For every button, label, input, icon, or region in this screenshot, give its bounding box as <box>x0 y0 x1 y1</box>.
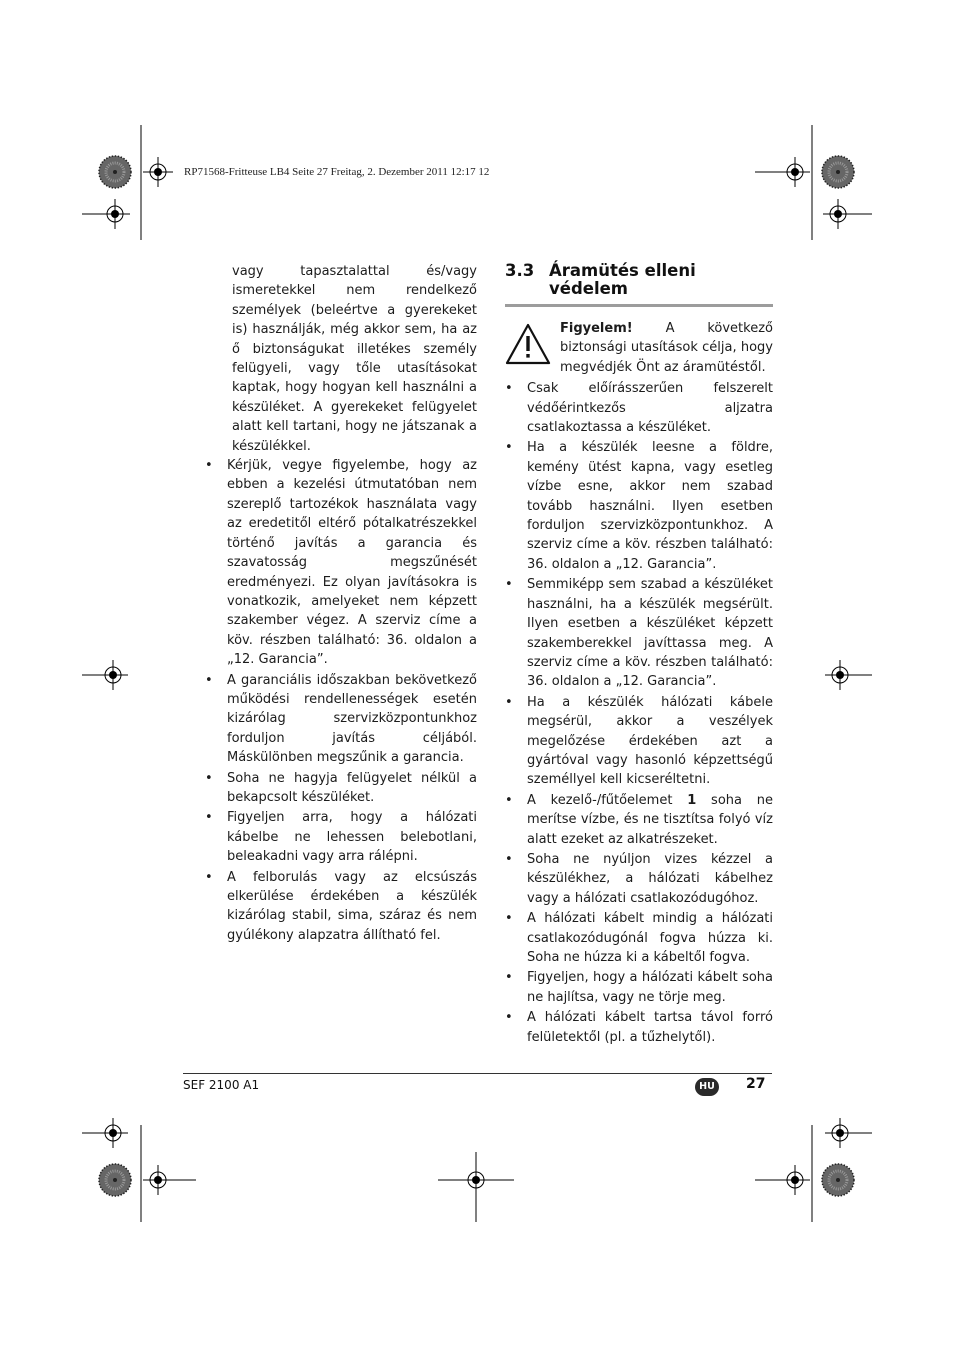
list-item: • A hálózati kábelt tartsa távol forró felületektől (pl. a tűzhelytől). <box>505 1008 773 1047</box>
list-item: • Figyeljen, hogy a hálózati kábelt soha ne hajlítsa, vagy ne törje meg. <box>505 968 773 1007</box>
language-badge: HU <box>695 1078 719 1096</box>
print-header: RP71568-Fritteuse LB4 Seite 27 Freitag, 2. Dezember 2011 12:17 12 <box>184 166 490 178</box>
list-item: • A hálózati kábelt mindig a hálózati csatlakozódugónál fogva húzza ki. Soha ne húzza ki a kábeltől fogva. <box>505 909 773 967</box>
section-title: Áramütés elleni védelem <box>549 261 696 298</box>
intro-paragraph: vagy tapasztalattal és/vagy ismeretekkel nem rendelkező személyek (beleértve a gyerekeket is) használják, még akkor sem, ha az ő biztonságukat illetékes személy felügyeli, vagy tőle utasításokat kaptak, hogy hogyan kell használni a készüléket. A gyerekeket felügyelet alatt kell tartani, hogy ne játszanak a készülékkel. <box>232 264 477 454</box>
warning-block <box>505 319 773 377</box>
crop-mark-top-right <box>755 125 872 240</box>
page-number: 27 <box>746 1076 766 1092</box>
left-column <box>205 262 477 946</box>
section-number: 3.3 <box>505 261 535 280</box>
section-divider <box>505 304 773 307</box>
list-item <box>505 791 773 849</box>
list-item-text: A kezelő-/fűtőelemet <box>527 792 688 808</box>
list-item: • Kérjük, vegye figyelembe, hogy az ebben a kezelési útmutatóban nem szereplő tartozékok használata vagy az eredetitől eltérő pótalkatrészekkel történő javítás a garancia és szavatosság megszűnését eredményezi. Ez olyan javításokra is vonatkozik, amelyeket nem képzett szakember végez. A szerviz címe a köv. részben található: 36. oldalon a „12. Garancia”. <box>205 456 477 669</box>
section-heading <box>505 262 773 298</box>
list-item-text: soha ne merítse vízbe, és ne tisztítsa folyó víz alatt ezeket az alkatrészeket. <box>527 792 773 847</box>
list-item: • A felborulás vagy az elcsúszás elkerülése érdekében a készülék kizárólag stabil, sima, száraz és nem gyúlékony alapzatra állítható fel. <box>205 868 477 946</box>
crop-mark-bottom-middle <box>438 1152 514 1222</box>
crop-mark-mid-right <box>825 660 872 690</box>
list-item: • A garanciális időszakban bekövetkező működési rendellenességek esetén kizárólag szervizközpontunkhoz forduljon javítás céljából. Máskülönben megszűnik a garancia. <box>205 671 477 768</box>
warning-title: Figyelem! <box>560 321 633 336</box>
crop-mark-bottom-right <box>755 1118 872 1222</box>
crop-mark-top-left <box>82 125 173 240</box>
list-item: • Ha a készülék leesne a földre, kemény ütést kapna, vagy esetleg vízbe esne, akkor nem szabad tovább használni. Ilyen esetben forduljon szervizközpontunkhoz. A szerviz címe a köv. részben található: 36. oldalon a „12. Garancia”. <box>505 438 773 574</box>
right-bullet-list <box>505 379 773 1047</box>
warning-text <box>560 319 773 377</box>
list-item: • Figyeljen arra, hogy a hálózati kábelbe ne lehessen belebotlani, beleakadni vagy arra rálépni. <box>205 808 477 866</box>
part-reference-number: 1 <box>687 792 697 808</box>
warning-triangle-icon <box>505 323 551 365</box>
right-column <box>505 262 773 1048</box>
left-bullet-list <box>205 456 477 945</box>
crop-mark-bottom-left <box>82 1118 196 1222</box>
list-item: • Csak előírásszerűen felszerelt védőérintkezős aljzatra csatlakoztassa a készüléket. <box>505 379 773 437</box>
footer-divider <box>183 1073 772 1074</box>
footer-model-number: SEF 2100 A1 <box>183 1078 260 1092</box>
list-item: • Soha ne nyúljon vizes kézzel a készülékhez, a hálózati kábelhez vagy a hálózati csatlakozódugóhoz. <box>505 850 773 908</box>
list-item: • Soha ne hagyja felügyelet nélkül a bekapcsolt készüléket. <box>205 769 477 808</box>
crop-mark-mid-left <box>82 660 128 690</box>
warning-body: A következő biztonsági utasítások célja, hogy megvédjék Önt az áramütéstől. <box>560 321 773 375</box>
list-item: • Ha a készülék hálózati kábele megsérül, akkor a veszélyek megelőzése érdekében azt a gyártóval vagy hasonló képzettségű személlyel kell kicseréltetni. <box>505 693 773 790</box>
list-item: • Semmiképp sem szabad a készüléket használni, ha a készülék megsérült. Ilyen esetben a készüléket képzett szakemberekkel javíttassa meg. A szerviz címe a köv. részben található: 36. oldalon a „12. Garancia”. <box>505 575 773 691</box>
